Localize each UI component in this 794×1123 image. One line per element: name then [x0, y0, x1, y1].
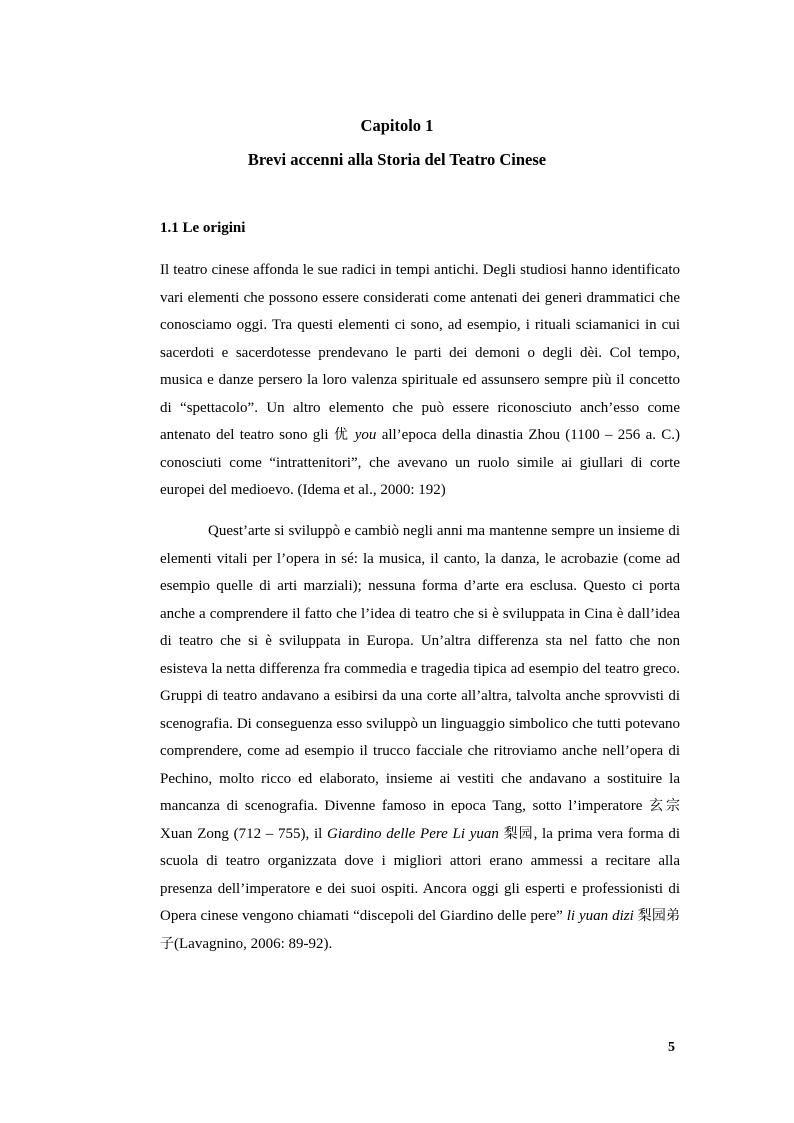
chinese-characters-liyuan: 梨园: [503, 825, 534, 842]
italic-term-liyuan-dizi: li yuan dizi: [566, 908, 634, 924]
page-number: 5: [668, 1040, 675, 1055]
chinese-characters-liyuan-dizi: 梨园弟子: [160, 908, 681, 952]
section-heading: 1.1 Le origini: [160, 220, 246, 236]
chinese-characters-xuanzong: 玄宗: [649, 798, 681, 814]
text-run: Quest’arte si sviluppò e cambiò negli anni ma mantenne sempre un insieme di elementi vitali per l’opera in sé: la musica, il canto, la danza, le acrobazie (come ad esempio quelle di arti marziali); nessuna forma d’arte era esclusa. Questo ci porta anche a comprendere il fatto che l’idea di teatro che si è sviluppata in Cina è dall’idea di teatro che si è sviluppata in Europa. Un’altra differenza sta nel fatto che non esisteva la netta differenza fra commedia e tragedia tipica ad esempio del teatro greco. Gruppi di teatro andavano a esibirsi da una corte all’altra, talvolta anche sprovvisti di scenografia. Di conseguenza esso sviluppò un linguaggio simbolico che tutti potevano comprendere, come ad esempio il trucco facciale che ritroviamo anche nell’opera di Pechino, molto ricco ed elaborato, insieme ai vestiti che andavano a sostituire la mancanza di scenografia. Divenne famoso in epoca Tang, sotto l’imperatore: [160, 523, 680, 814]
chinese-characters-you: 优: [333, 427, 350, 443]
chapter-title: Brevi accenni alla Storia del Teatro Cinese: [247, 150, 547, 169]
body-paragraph-1: [160, 257, 680, 505]
text-run: (Lavagnino, 2006: 89-92).: [174, 935, 333, 952]
text-run: all’epoca della dinastia Zhou (1100 – 256 a. C.) conosciuti come “intrattenitori”, che avevano un ruolo simile ai giullari di corte europei del medioevo. (Idema et al., 2000: 192): [160, 427, 681, 498]
text-run: Il teatro cinese affonda le sue radici in tempi antichi. Degli studiosi hanno identificato vari elementi che possono essere considerati come antenati dei generi drammatici che conosciamo oggi. Tra questi elementi ci sono, ad esempio, i rituali sciamanici in cui sacerdoti e sacerdotesse prendevano le parti dei demoni o degli dèi. Col tempo, musica e danze persero la loro valenza spirituale ed assunsero sempre più il concetto di “spettacolo”. Un altro elemento che può essere riconosciuto anch’esso come antenato del teatro sono gli: [160, 262, 680, 443]
body-paragraph-2: [160, 518, 680, 958]
italic-term-you: you: [354, 427, 377, 443]
text-run: , la prima vera forma di scuola di teatro organizzata dove i migliori attori erano ammessi a recitare alla presenza dell’imperatore e dei suoi ospiti. Ancora oggi gli esperti e professionisti di Opera cinese vengono chiamati “discepoli del Giardino delle pere”: [160, 825, 681, 924]
italic-term-giardino: Giardino delle Pere Li yuan: [327, 825, 499, 842]
text-run: Xuan Zong (712 – 755), il: [160, 825, 328, 842]
chapter-number: Capitolo 1: [360, 116, 434, 135]
